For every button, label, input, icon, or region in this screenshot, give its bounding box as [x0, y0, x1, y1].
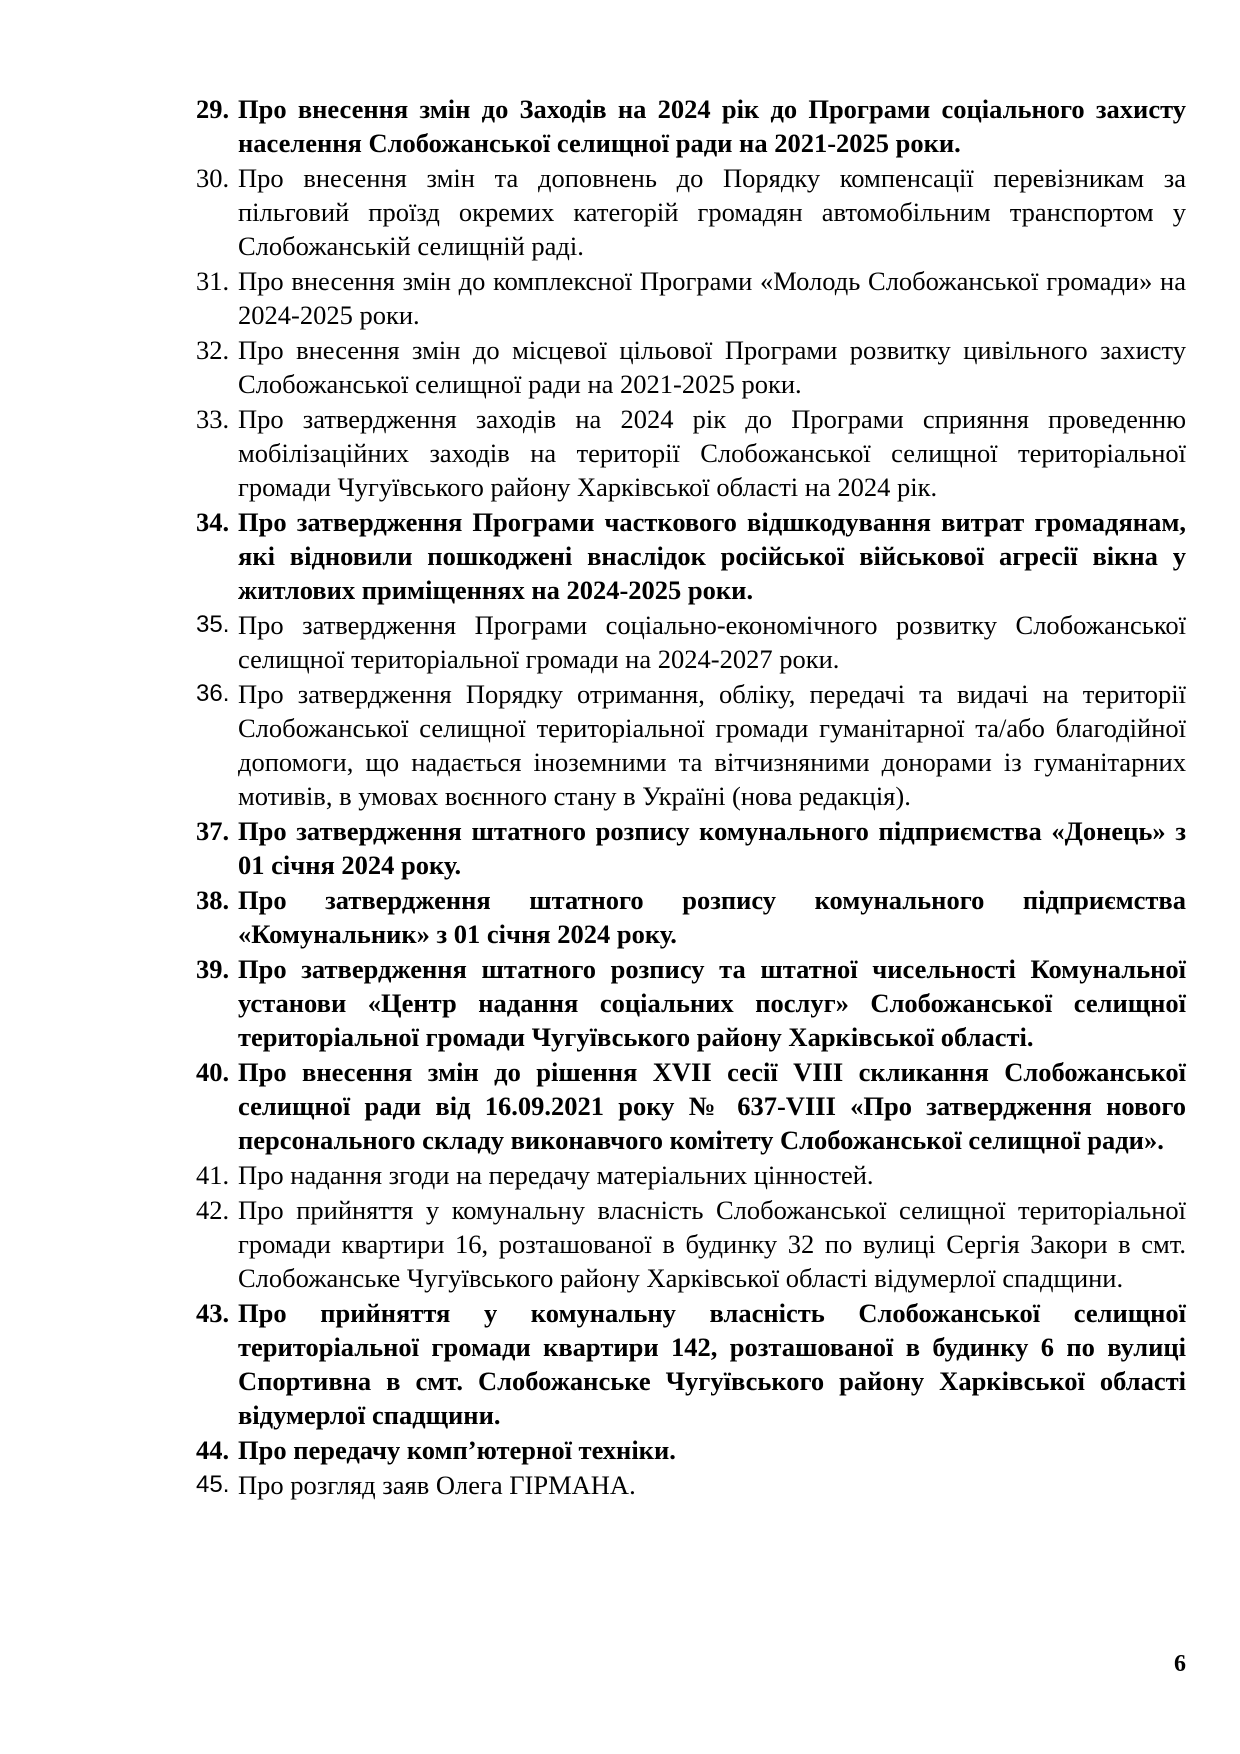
agenda-item — [196, 1055, 1186, 1157]
agenda-item-number: 45. — [196, 1471, 230, 1498]
agenda-list — [196, 92, 1186, 1503]
agenda-item-text: Про затвердження штатного розпису та штатної чисельності Комунальної установи «Центр надання соціальних послуг» Слобожанської селищної територіальної громади Чугуївського району Харківської області. — [238, 954, 1186, 1052]
agenda-item-text: Про затвердження заходів на 2024 рік до Програми сприяння проведенню мобілізаційних заходів на території Слобожанської селищної територіальної громади Чугуївського району Харківської області на 2024 рік. — [238, 404, 1186, 502]
agenda-item-number: 33. — [196, 404, 230, 434]
agenda-item-number: 39. — [196, 954, 230, 984]
agenda-item — [196, 1468, 1186, 1502]
agenda-item-text: Про затвердження штатного розпису комунального підприємства «Комунальник» з 01 січня 2024 року. — [238, 885, 1186, 949]
agenda-item-number: 31. — [196, 266, 230, 296]
agenda-item-text: Про затвердження Порядку отримання, обліку, передачі та видачі на території Слобожанської селищної територіальної громади гуманітарної та/або благодійної допомоги, що надається іноземними та вітчизняними донорами із гуманітарних мотивів, в умовах воєнного стану в Україні (нова редакція). — [238, 679, 1186, 811]
agenda-item — [196, 1193, 1186, 1295]
agenda-item — [196, 333, 1186, 401]
agenda-item-number: 30. — [196, 163, 230, 193]
agenda-item-number: 38. — [196, 885, 230, 915]
agenda-item-text: Про затвердження Програми часткового відшкодування витрат громадянам, які відновили пошкоджені внаслідок російської військової агресії вікна у житлових приміщеннях на 2024-2025 роки. — [238, 507, 1186, 605]
agenda-item — [196, 883, 1186, 951]
agenda-item-number: 34. — [196, 507, 230, 537]
agenda-item — [196, 1158, 1186, 1192]
agenda-item-text: Про затвердження штатного розпису комунального підприємства «Донець» з 01 січня 2024 року. — [238, 816, 1186, 880]
agenda-item-number: 42. — [196, 1195, 230, 1225]
agenda-item — [196, 1433, 1186, 1467]
agenda-item-number: 44. — [196, 1435, 230, 1465]
agenda-item-number: 41. — [196, 1160, 230, 1190]
agenda-item-number: 32. — [196, 335, 230, 365]
agenda-item — [196, 161, 1186, 263]
agenda-item-number: 40. — [196, 1057, 230, 1087]
agenda-item-number: 29. — [196, 94, 230, 124]
agenda-item-text: Про прийняття у комунальну власність Слобожанської селищної територіальної громади квартири 16, розташованої в будинку 32 по вулиці Сергія Закори в смт. Слобожанське Чугуївського району Харківської області відумерлої спадщини. — [238, 1195, 1186, 1293]
agenda-item — [196, 92, 1186, 160]
agenda-item — [196, 1296, 1186, 1432]
agenda-item-number: 35. — [196, 611, 230, 638]
agenda-item-number: 43. — [196, 1298, 230, 1328]
agenda-item — [196, 264, 1186, 332]
agenda-item — [196, 677, 1186, 813]
agenda-item-text: Про прийняття у комунальну власність Слобожанської селищної територіальної громади квартири 142, розташованої в будинку 6 по вулиці Спортивна в смт. Слобожанське Чугуївського району Харківської області відумерлої спадщини. — [238, 1298, 1186, 1430]
agenda-item-number: 36. — [196, 680, 230, 707]
agenda-item-text: Про передачу комп’ютерної техніки. — [238, 1435, 676, 1465]
agenda-item — [196, 608, 1186, 676]
agenda-item-number: 37. — [196, 816, 230, 846]
agenda-item — [196, 505, 1186, 607]
agenda-item — [196, 402, 1186, 504]
agenda-item-text: Про розгляд заяв Олега ГІРМАНА. — [238, 1470, 636, 1500]
agenda-item-text: Про внесення змін до комплексної Програми «Молодь Слобожанської громади» на 2024-2025 роки. — [238, 266, 1186, 330]
agenda-item-text: Про внесення змін до місцевої цільової Програми розвитку цивільного захисту Слобожанської селищної ради на 2021-2025 роки. — [238, 335, 1186, 399]
agenda-item — [196, 952, 1186, 1054]
agenda-item-text: Про затвердження Програми соціально-економічного розвитку Слобожанської селищної територіальної громади на 2024-2027 роки. — [238, 610, 1186, 674]
agenda-item-text: Про внесення змін та доповнень до Порядку компенсації перевізникам за пільговий проїзд окремих категорій громадян автомобільним транспортом у Слобожанській селищній раді. — [238, 163, 1186, 261]
agenda-item-text: Про надання згоди на передачу матеріальних цінностей. — [238, 1160, 874, 1190]
agenda-item-text: Про внесення змін до Заходів на 2024 рік до Програми соціального захисту населення Слобожанської селищної ради на 2021-2025 роки. — [238, 94, 1186, 158]
agenda-item — [196, 814, 1186, 882]
agenda-item-text: Про внесення змін до рішення XVII сесії VIII скликання Слобожанської селищної ради від 16.09.2021 року № 637-VIII «Про затвердження нового персонального складу виконавчого комітету Слобожанської селищної ради». — [238, 1057, 1186, 1155]
page-number: 6 — [1174, 1651, 1186, 1677]
